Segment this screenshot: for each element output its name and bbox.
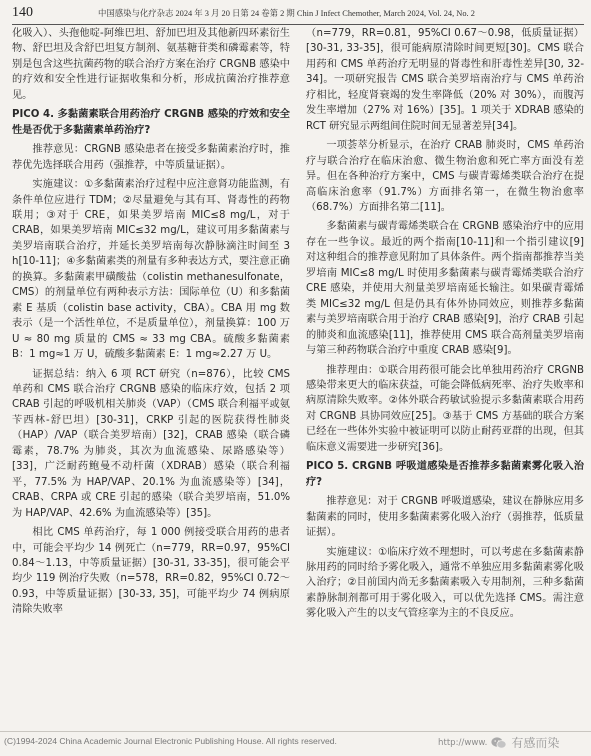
pico-5-heading: PICO 5. CRGNB 呼吸道感染是否推荐多黏菌素雾化吸入治疗?: [306, 461, 584, 488]
pico-4-implementation: 实施建议：①多黏菌素治疗过程中应注意肾功能监测，有条件单位应进行 TDM；②尽量避免与其有耳、肾毒性的药物联用；③对于 CRE，如果美罗培南 MIC≤8 mg/L，对于 CRAB，如果美罗培南 MIC≤32 mg/L，建议可用多黏菌素与美罗培南联合治疗，并延长美罗培南每次静脉滴注时间至 3 h[10-11]；④多黏菌素类的剂量有多种表达方式，要注意正确的换算。多黏菌素甲磺酸盐（colistin methanesulfonate，CMS）的剂量单位有两种表示方法：国际单位（U）和多黏菌素 E 基质（colistin base activity，CBA）。CBA 用 mg 数表示（是一个活性单位，不是质量单位），剂量换算：100 万 U ≈ 80 mg 质量的 CMS ≈ 33 mg CBA。硫酸多黏菌素 B：1 mg≈1 万 U，硫酸多黏菌素 E：1 mg≈2.27 万 U。: [12, 179, 290, 361]
meta-analysis-paragraph: 一项荟萃分析显示，在治疗 CRAB 肺炎时，CMS 单药治疗与联合治疗在临床治愈、微生物治愈和死亡率方面没有差异。但在各种治疗方案中，CMS 与碳青霉烯类联合治疗在提高临床治愈率（91.7%）方面排名第一，在微生物治愈率（68.7%）方面排名第二[11]。: [306, 140, 584, 213]
pico-4-recommendation: 推荐意见：CRGNB 感染患者在接受多黏菌素治疗时，推荐优先选择联合用药（强推荐，中等质量证据）。: [12, 144, 290, 171]
controversy-paragraph: 多黏菌素与碳青霉烯类联合在 CRGNB 感染治疗中的应用存在一些争议。最近的两个指南[10-11]和一个指引建议[9] 对这种组合的推荐意见附加了具体条件。两个指南都推荐当美罗培南 MIC≤8 mg/L 时使用多黏菌素与碳青霉烯类联合治疗 CRE 感染，并使用大剂量美罗培南延长输注。如果碳青霉烯类 MIC≤32 mg/L 但是仍具有体外协同效应，则推荐多黏菌素与美罗培南联合用于治疗 CRAB 感染[9]，治疗 CRAB 引起的肺炎和血流感染[11]，推荐使用 CMS 联合高剂量美罗培南与第三种药物联合治疗中重度 CRAB 感染[9]。: [306, 221, 584, 357]
right-column: [306, 26, 584, 622]
left-column: [12, 26, 290, 618]
wechat-icon: [491, 736, 507, 750]
running-title: 中国感染与化疗杂志 2024 年 3 月 20 日第 24 卷第 2 期 Chin J Infect Chemother, March 2024, Vol. 24, No. 2: [98, 9, 475, 18]
watermark-url-prefix: http://www.: [438, 737, 488, 748]
copyright-notice: (C)1994-2024 China Academic Journal Electronic Publishing House. All rights reserved.: [4, 736, 337, 746]
pico-4-effect-comparison: 相比 CMS 单药治疗，每 1 000 例接受联合用药的患者中，可能会平均少 14 例死亡（n=779，RR=0.97，95%CI 0.84～1.13，中等质量证据）[30-31, 33-35]，很可能会平均少 119 例治疗失败（n=578，RR=0.82，95%CI 0.72～0.93，中等质量证据）[30-33, 35]，可能平均少 74 例病原清除失败率: [12, 527, 290, 616]
pico-4-heading: PICO 4. 多黏菌素联合用药治疗 CRGNB 感染的疗效和安全性是否优于多黏菌素单药治疗?: [12, 109, 290, 136]
watermark-account-name: 有感而染: [511, 736, 560, 750]
pico-4-evidence-summary: 证据总结：纳入 6 项 RCT 研究（n=876），比较 CMS 单药和 CMS 联合治疗 CRGNB 感染的临床疗效，包括 2 项 CRAB 引起的呼吸机相关肺炎（VAP）（CMS 联合利福平或氨苄西林-舒巴坦）[30-31]，CRKP 引起的医院获得性肺炎（HAP）/VAP（联合美罗培南）[32]，CRAB 感染（联合磷霉素，78.7% 为肺炎，其次为血流感染、尿路感染等）[33]，广泛耐药鲍曼不动杆菌（XDRAB）感染（联合利福平，77.5% 为 HAP/VAP、20.1% 为血流感染等）[34]，CRAB、CRPA 或 CRE 引起的感染（联合美罗培南，51.0% 为 HAP/VAP、42.6% 为血流感染等）[35]。: [12, 368, 290, 519]
pico-5-recommendation: 推荐意见：对于 CRGNB 呼吸道感染，建议在静脉应用多黏菌素的同时，使用多黏菌素雾化吸入治疗（弱推荐，低质量证据）。: [306, 496, 584, 539]
footer-divider: [0, 731, 591, 732]
watermark: [438, 734, 559, 751]
right-paragraph-1: （n=779，RR=0.81，95%CI 0.67～0.98，低质量证据）[30-31, 33-35]，很可能病原清除时间更短[30]。CMS 联合用药和 CMS 单药治疗无明显的肾毒性和肝毒性差异[30, 32-34]。一项研究报告 CMS 联合美罗培南治疗与 CMS 单药治疗相比，轻度肾衰竭的发生率降低（20% 对 30%），而腹泻发生率增加（27% 对 16%）[35]。1 项关于 XDRAB 感染的 RCT 研究显示两组间住院时间无显著差异[34]。: [306, 28, 584, 132]
pico-5-implementation: 实施建议：①临床疗效不理想时，可以考虑在多黏菌素静脉用药的同时给予雾化吸入，通常不单独应用多黏菌素雾化吸入治疗；②目前国内尚无多黏菌素吸入专用制剂，三种多黏菌素静脉制剂都可用于雾化吸入，可以优先选择 CMS。需注意雾化吸入产生的以支气管痉挛为主的不良反应。: [306, 546, 584, 620]
left-paragraph-1: 化吸入）、头孢他啶-阿维巴坦、舒加巴坦及其他新四环素衍生物、舒巴坦及含舒巴坦复方制剂、氨基糖苷类和磷霉素等，特别是包含这些抗菌药物的联合治疗方案在治疗 CRGNB 感染中的疗效和安全性进行证据收集和分析，形成抗菌治疗推荐意见。: [12, 28, 290, 101]
page-number: 140: [12, 5, 33, 20]
page-header: [12, 2, 584, 25]
pico-4-rationale: 推荐理由：①联合用药很可能会比单独用药治疗 CRGNB 感染带来更大的临床获益，可能会降低病死率、治疗失败率和病原清除失败率。②体外联合药敏试验提示多黏菌素联合用药对 CRGNB 具协同效应[25]。③基于 CMS 方基础的联合方案已经在一些体外实验中被证明可以防止耐药亚群的出现，但其临床意义需要进一步研究[36]。: [306, 364, 584, 453]
